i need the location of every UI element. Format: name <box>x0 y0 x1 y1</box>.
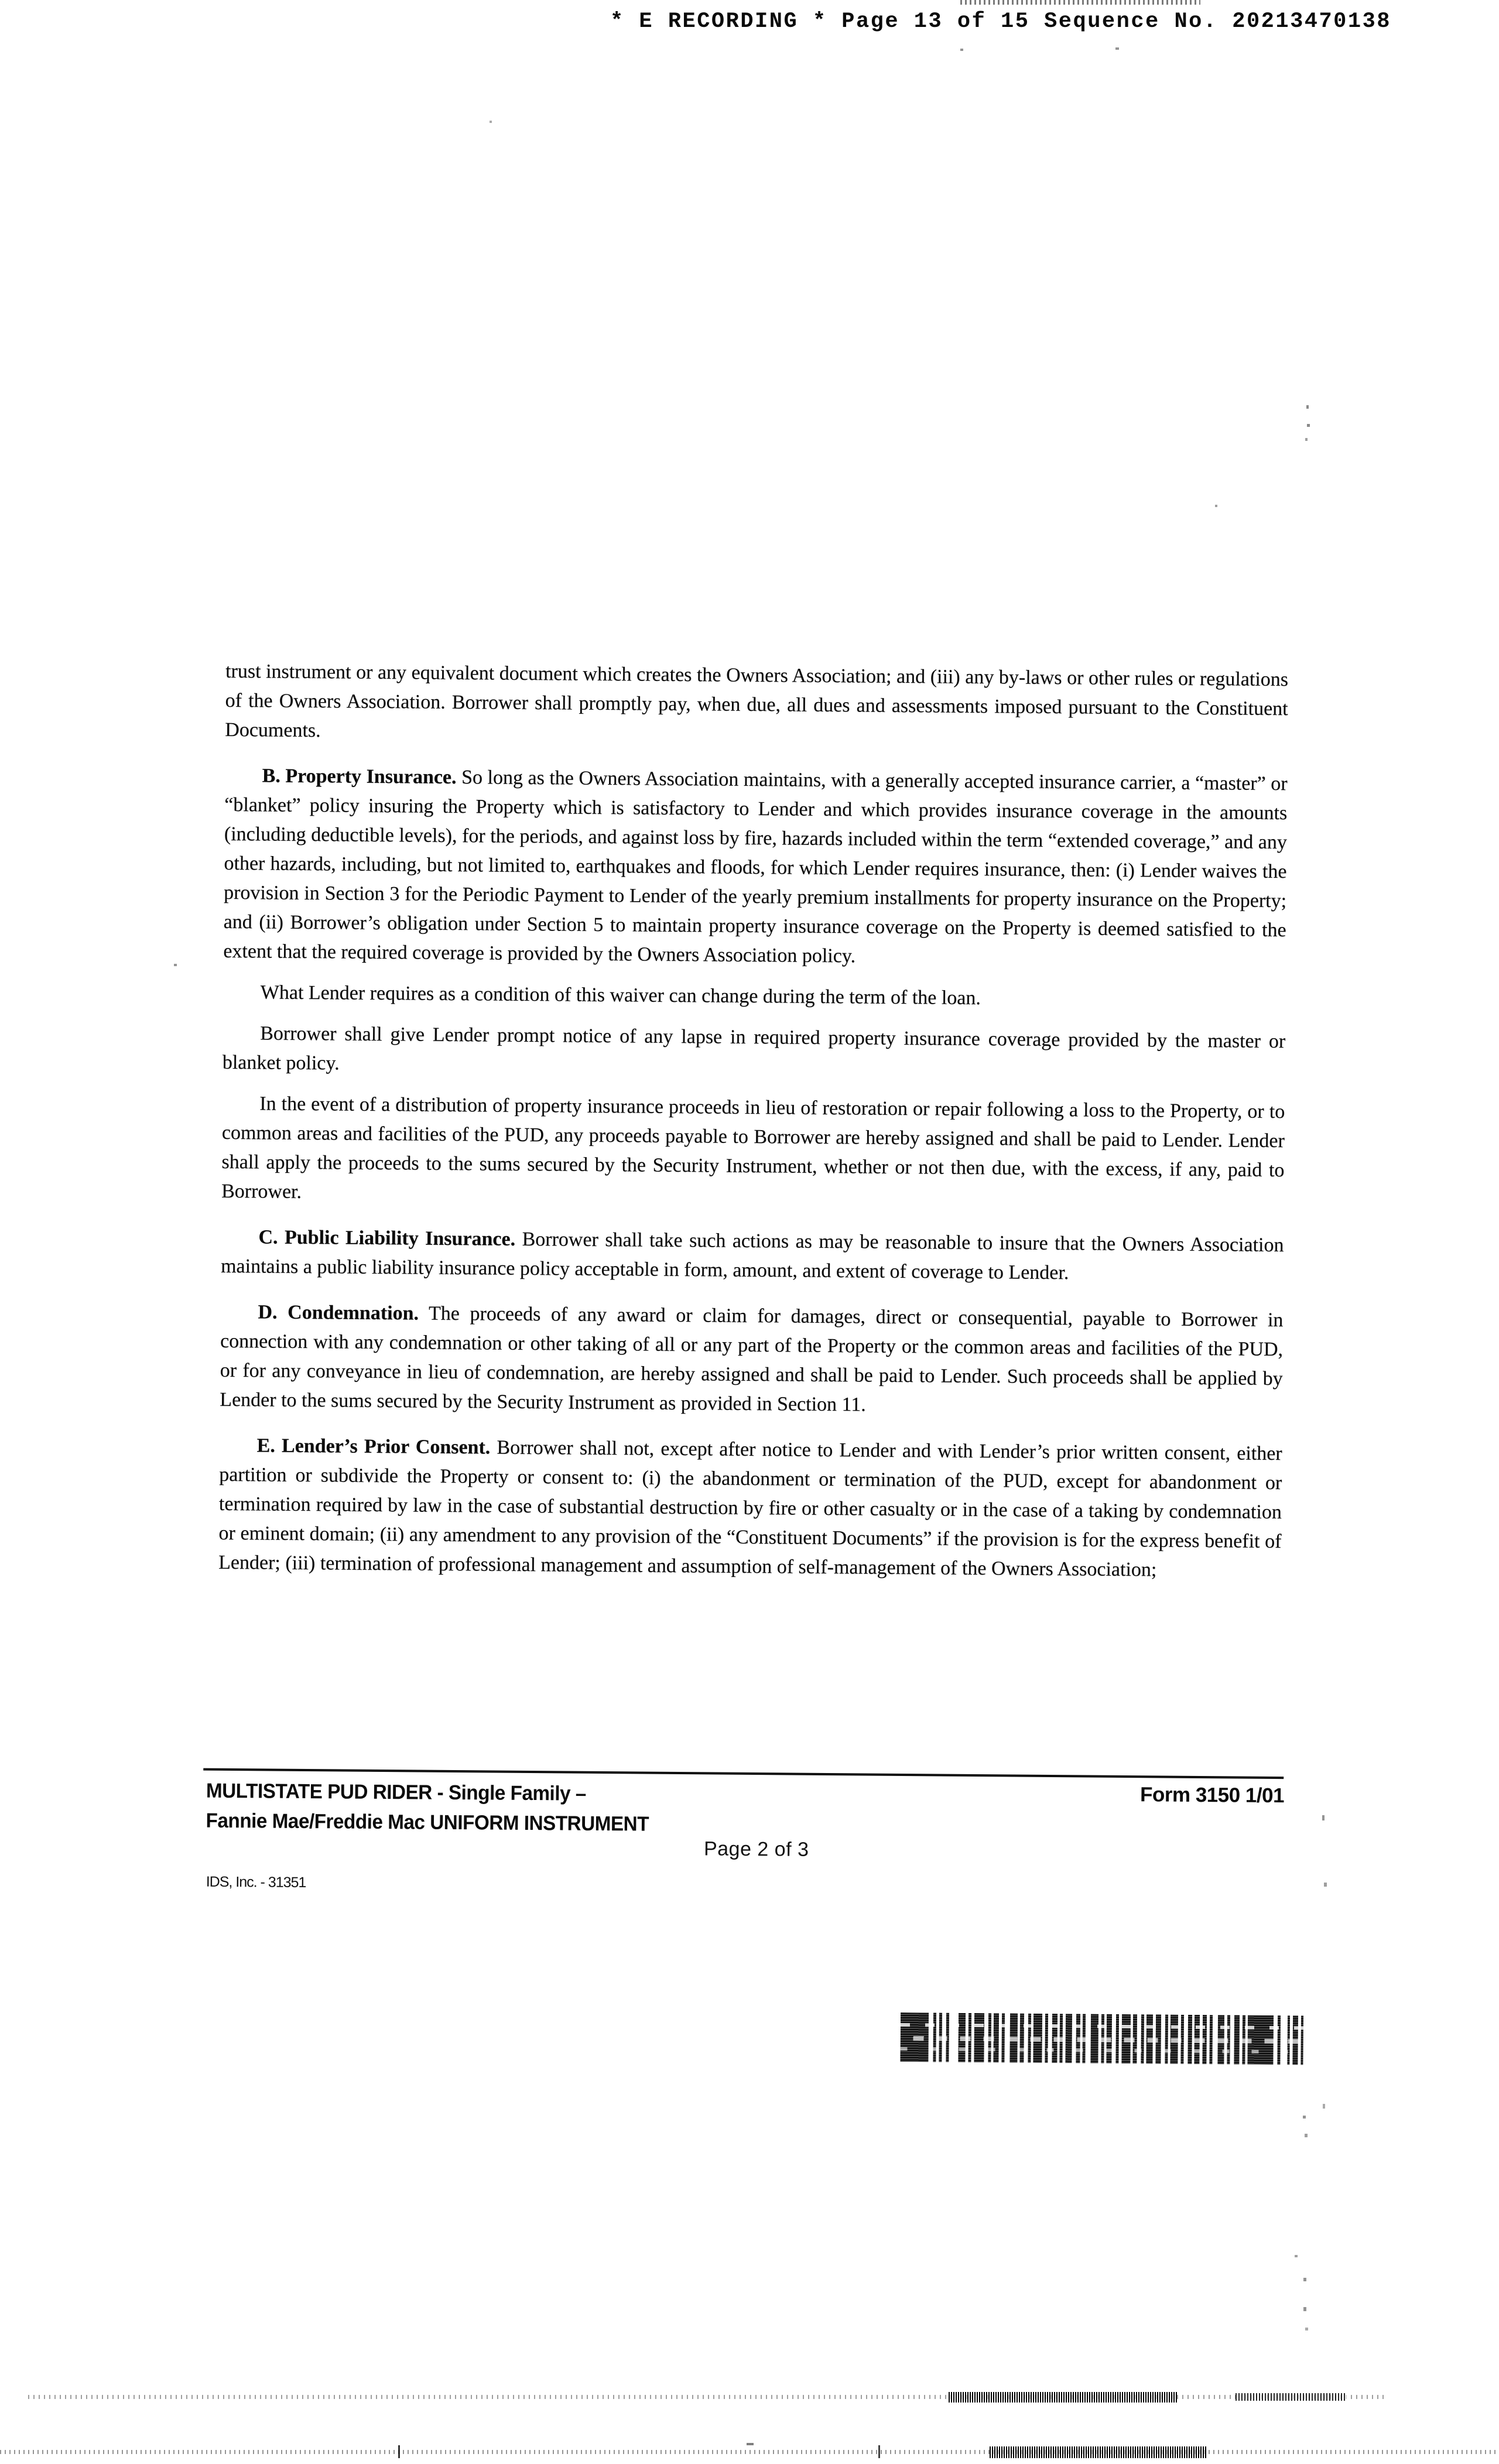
scan-speck <box>1322 1815 1325 1820</box>
barcode-bar <box>1242 2015 1245 2065</box>
page-indicator: Page 2 of 3 <box>703 1837 809 1861</box>
barcode-bar <box>1045 2014 1048 2063</box>
barcode <box>900 2013 1310 2065</box>
barcode-bar <box>939 2013 942 2062</box>
paragraph: What Lender requires as a condition of this waiver can change during the term of the loan. <box>260 981 981 1009</box>
section-heading: B. Property Insurance. <box>262 765 457 788</box>
barcode-bar <box>1059 2014 1063 2063</box>
barcode-bar <box>1165 2015 1168 2064</box>
vendor-id: IDS, Inc. - 31351 <box>206 1873 306 1891</box>
scan-speck <box>1303 2307 1306 2311</box>
footer-title-line1: MULTISTATE PUD RIDER - Single Family – <box>206 1779 586 1805</box>
barcode-bar <box>1090 2014 1098 2063</box>
barcode-bar <box>900 2013 929 2062</box>
barcode-bar <box>1132 2014 1137 2063</box>
barcode-bars <box>900 2013 1310 2065</box>
paragraph: Borrower shall give Lender prompt notice of any lapse in required property insurance coverage provided by the master or blanket policy. <box>222 1022 1286 1074</box>
paragraph: C. Public Liability Insurance. Borrower shall take such actions as may be reasonable to insure that the Owners Association maintains a public liability insurance policy acceptable in form, amount, and extent of coverage to Lender. <box>220 1226 1284 1284</box>
section-heading: C. Public Liability Insurance. <box>258 1226 516 1250</box>
scan-speck <box>1303 2116 1306 2119</box>
barcode-bar <box>1033 2014 1042 2063</box>
barcode-bar <box>1180 2015 1184 2064</box>
document-body <box>218 657 1288 1586</box>
scan-speck <box>1295 2255 1298 2257</box>
barcode-bar <box>1115 2014 1119 2063</box>
barcode-bar <box>1076 2014 1080 2063</box>
barcode-bar <box>1247 2015 1274 2065</box>
scan-speck <box>1324 1883 1327 1887</box>
barcode-bar <box>1292 2015 1298 2065</box>
barcode-bar <box>1300 2015 1303 2065</box>
scan-noise-strip <box>960 0 1200 5</box>
barcode-bar <box>1170 2015 1178 2064</box>
paragraph: In the event of a distribution of property insurance proceeds in lieu of restoration or repair following a loss to the Property, or to common areas and facilities of the PUD, any proceeds payable to Borrower are hereby assigned and shall be paid to Lender. Lender shall apply the proceeds to the sums secured by the Security Instrument, whether or not then due, with the excess, if any, paid to Borrower. <box>221 1093 1285 1203</box>
scan-speck <box>1323 2104 1325 2109</box>
barcode-bar <box>974 2013 984 2062</box>
barcode-bar <box>1101 2014 1104 2063</box>
barcode-bar <box>1028 2014 1031 2063</box>
form-number: Form 3150 1/01 <box>1139 1783 1285 1808</box>
barcode-bar <box>1187 2015 1192 2064</box>
barcode-bar <box>968 2013 971 2062</box>
erecording-header: * E RECORDING * Page 13 of 15 Sequence No. 20213470138 <box>610 9 1391 34</box>
barcode-bar <box>1277 2015 1281 2065</box>
barcode-bar <box>1155 2014 1161 2063</box>
barcode-bar <box>958 2013 966 2062</box>
barcode-bar <box>1065 2014 1072 2063</box>
barcode-bar <box>1194 2015 1200 2064</box>
barcode-bar <box>1217 2015 1224 2064</box>
barcode-bar <box>1019 2014 1024 2063</box>
paragraph: B. Property Insurance. So long as the Owners Association maintains, with a generally accepted insurance carrier, a “master” or “blanket” policy insuring the Property which is satisfactory to Lender and which provides insurance coverage in the amounts (including deductible levels), for the periods, and against loss by fire, hazards included within the term “extended coverage,” and any other hazards, including, but not limited to, earthquakes and floods, for which Lender requires insurance, then: (i) Lender waives the provision in Section 3 for the Periodic Payment to Lender of the yearly premium installments for property insurance on the Property; and (ii) Borrower’s obligation under Section 5 to maintain property insurance coverage on the Property is deemed satisfied to the extent that the required coverage is provided by the Owners Association policy. <box>223 765 1288 967</box>
barcode-bar <box>1106 2014 1112 2063</box>
barcode-bar <box>1202 2015 1207 2064</box>
paragraph: D. Condemnation. The proceeds of any award or claim for damages, direct or consequential, payable to Borrower in connection with any condemnation or other taking of all or any part of the Property or the common areas and facilities of the PUD, or for any conveyance in lieu of condemnation, are hereby assigned and shall be paid to Lender. Such proceeds shall be applied by Lender to the sums secured by the Security Instrument as provided in Section 11. <box>220 1301 1284 1416</box>
barcode-bar <box>946 2013 949 2062</box>
barcode-bar <box>1121 2014 1131 2063</box>
scan-speck <box>747 2443 754 2445</box>
barcode-bar <box>1052 2014 1057 2063</box>
scan-speck <box>1305 2328 1308 2330</box>
barcode-bar <box>1227 2015 1230 2064</box>
scan-speck <box>1303 2278 1306 2281</box>
barcode-bar <box>1234 2015 1240 2064</box>
section-heading: D. Condemnation. <box>258 1301 419 1325</box>
barcode-bar <box>1082 2014 1086 2063</box>
footer-title-line2: Fannie Mae/Freddie Mac UNIFORM INSTRUMENT <box>206 1809 649 1836</box>
paragraph: trust instrument or any equivalent document which creates the Owners Association; and (iii) any by-laws or other rules or regulations of the Owners Association. Borrower shall promptly pay, when due, all dues and assessments imposed pursuant to the Constituent Documents. <box>225 660 1289 742</box>
barcode-bar <box>1209 2015 1213 2064</box>
footer-title <box>206 1776 874 1841</box>
barcode-bar <box>1001 2013 1005 2062</box>
paragraph: E. Lender’s Prior Consent. Borrower shall not, except after notice to Lender and with Lender’s prior written consent, either partition or subdivide the Property or consent to: (i) the abandonment or termination of the PUD, except for abandonment or termination required by law in the case of substantial destruction by fire or other casualty or in the case of a taking by condemnation or eminent domain; (ii) any amendment to any provision of the “Constituent Documents” if the provision is for the express benefit of Lender; (iii) termination of professional management and assumption of self-management of the Owners Association; <box>218 1435 1282 1581</box>
barcode-bar <box>1009 2013 1018 2062</box>
barcode-bar <box>1141 2014 1144 2063</box>
scan-speck <box>1305 2134 1308 2137</box>
barcode-bar <box>1287 2015 1290 2065</box>
barcode-bar <box>1146 2014 1153 2063</box>
barcode-bar <box>988 2013 991 2062</box>
section-heading: E. Lender’s Prior Consent. <box>256 1435 491 1459</box>
barcode-bar <box>993 2013 999 2062</box>
barcode-bar <box>933 2013 936 2062</box>
